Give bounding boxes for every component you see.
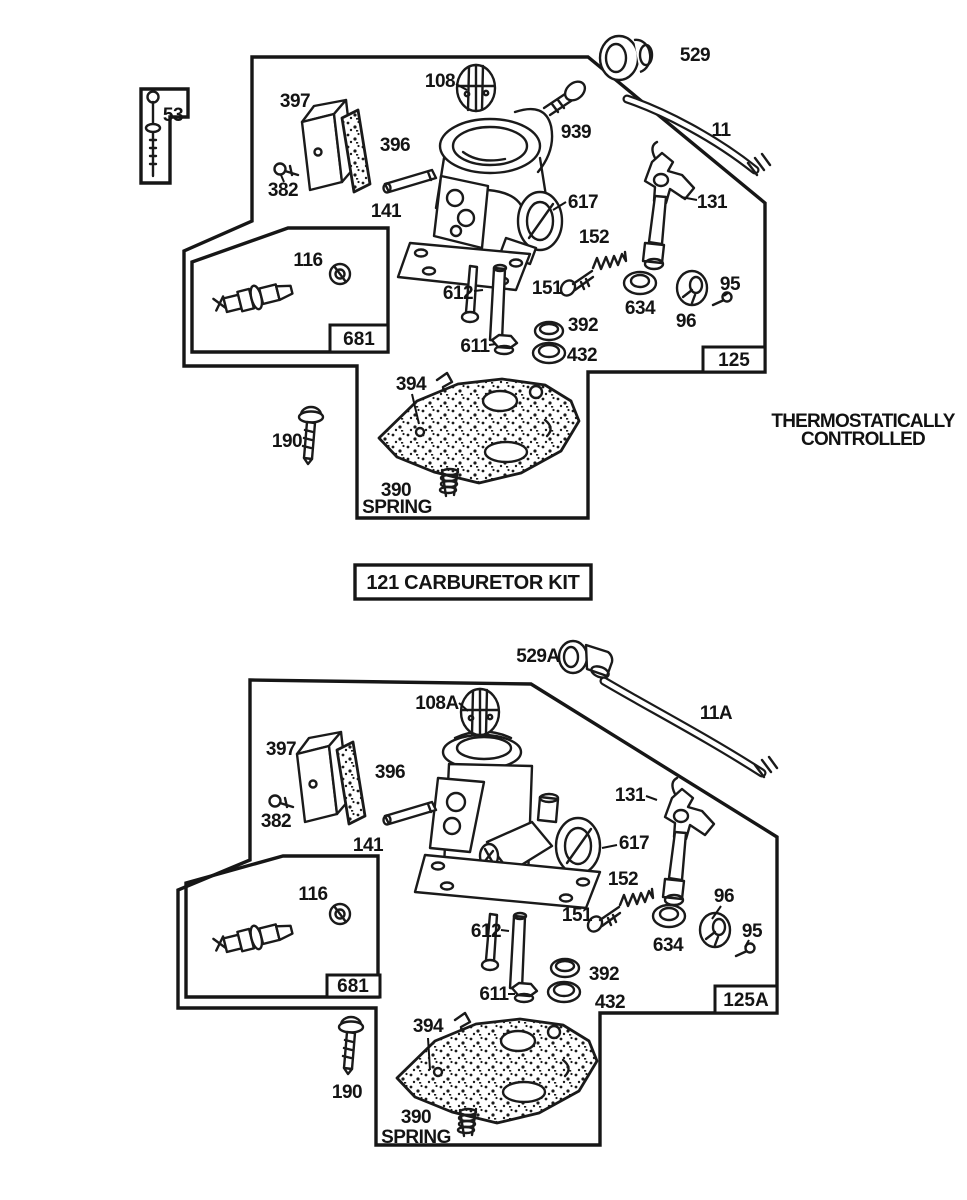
part-label-390: 390 — [380, 480, 412, 501]
part-label-96: 96 — [713, 886, 735, 907]
part-label-190: 190 — [331, 1082, 363, 1103]
part-label-spring: SPRING — [362, 497, 432, 518]
part-label-11: 11 — [711, 120, 731, 141]
bolt-190a — [339, 1017, 363, 1074]
elbow-529a — [559, 641, 612, 680]
part-label-394: 394 — [395, 374, 427, 395]
part-label-131: 131 — [614, 785, 646, 806]
part-label-151: 151 — [531, 278, 563, 299]
choke-lever-131a — [663, 778, 714, 905]
note-line-2: CONTROLLED — [801, 429, 925, 450]
part-label-611: 611 — [479, 984, 509, 1005]
needle-53-box — [141, 89, 188, 183]
fuel-pipe-11a — [604, 681, 777, 777]
spring-152 — [593, 252, 626, 269]
part-label-190: 190 — [271, 431, 303, 452]
grommet-529 — [600, 36, 652, 80]
part-label-152: 152 — [607, 869, 639, 890]
bolt-190 — [299, 407, 323, 464]
part-label-131: 131 — [696, 192, 728, 213]
cover-96a — [700, 913, 730, 947]
throttle-shaft-141a — [384, 802, 437, 825]
part-label-392: 392 — [588, 964, 620, 985]
part-label-141: 141 — [352, 835, 384, 856]
part-label-spring: SPRING — [381, 1127, 451, 1148]
label-leader-line — [489, 344, 496, 345]
carburetor-body-a — [415, 732, 600, 909]
carburetor-body — [398, 109, 562, 290]
label-leader-line — [474, 290, 483, 291]
choke-valve-108a — [461, 689, 499, 735]
part-label-397: 397 — [279, 91, 311, 112]
bottom-inset-tag: 681 — [337, 976, 369, 997]
part-label-634: 634 — [652, 935, 684, 956]
part-label-611: 611 — [460, 336, 490, 357]
throttle-shaft-141 — [384, 170, 437, 193]
screw-151 — [558, 271, 593, 298]
part-label-529: 529 — [679, 45, 711, 66]
cover-96 — [677, 271, 707, 305]
part-label-108: 108 — [424, 71, 456, 92]
spring-152a — [620, 889, 653, 906]
thermostatically-controlled-note — [761, 413, 965, 449]
part-label-617: 617 — [618, 833, 650, 854]
needle-53-part — [146, 92, 160, 177]
part-label-612: 612 — [470, 921, 502, 942]
oring-432 — [533, 343, 565, 363]
top-inset-tag: 681 — [343, 329, 375, 350]
oring-392a — [551, 959, 579, 977]
bottom-corner-tag: 125A — [723, 990, 769, 1011]
part-label-939: 939 — [560, 122, 592, 143]
part-label-382: 382 — [260, 811, 292, 832]
choke-lever-131 — [643, 142, 694, 269]
label-leader-line — [646, 796, 657, 800]
part-label-529a: 529A — [516, 646, 560, 667]
part-label-96: 96 — [675, 311, 697, 332]
part-label-392: 392 — [567, 315, 599, 336]
fuel-pipe-11 — [627, 99, 770, 175]
washer-634 — [624, 272, 656, 294]
part-label-141: 141 — [370, 201, 402, 222]
needle-valve-116 — [213, 264, 350, 319]
part-label-390: 390 — [400, 1107, 432, 1128]
part-label-394: 394 — [412, 1016, 444, 1037]
needle-valve-116a — [213, 904, 350, 959]
screw-939 — [544, 78, 589, 115]
part-label-151: 151 — [561, 905, 593, 926]
part-label-432: 432 — [594, 992, 626, 1013]
oring-392 — [535, 322, 563, 340]
part-label-617: 617 — [567, 192, 599, 213]
part-label-396: 396 — [374, 762, 406, 783]
part-label-397: 397 — [265, 739, 297, 760]
part-label-152: 152 — [578, 227, 610, 248]
part-label-116: 116 — [298, 884, 328, 905]
part-label-396: 396 — [379, 135, 411, 156]
washer-634a — [653, 905, 685, 927]
part-label-53: 53 — [162, 105, 184, 126]
label-leader-line — [602, 845, 617, 848]
top-corner-tag: 125 — [718, 350, 750, 371]
part-label-95: 95 — [741, 921, 763, 942]
part-label-612: 612 — [442, 283, 474, 304]
label-leader-line — [501, 930, 509, 931]
part-label-11a: 11A — [699, 703, 733, 724]
part-label-95: 95 — [719, 274, 741, 295]
part-label-382: 382 — [267, 180, 299, 201]
part-label-432: 432 — [566, 345, 598, 366]
part-label-108a: 108A — [415, 693, 459, 714]
oring-432a — [548, 982, 580, 1002]
part-label-634: 634 — [624, 298, 656, 319]
note-line-1: THERMOSTATICALLY — [771, 411, 955, 432]
kit-banner-label: 121 CARBURETOR KIT — [366, 572, 580, 594]
primer-block-397-gasket-396-screw-382 — [275, 100, 371, 192]
part-label-116: 116 — [293, 250, 323, 271]
